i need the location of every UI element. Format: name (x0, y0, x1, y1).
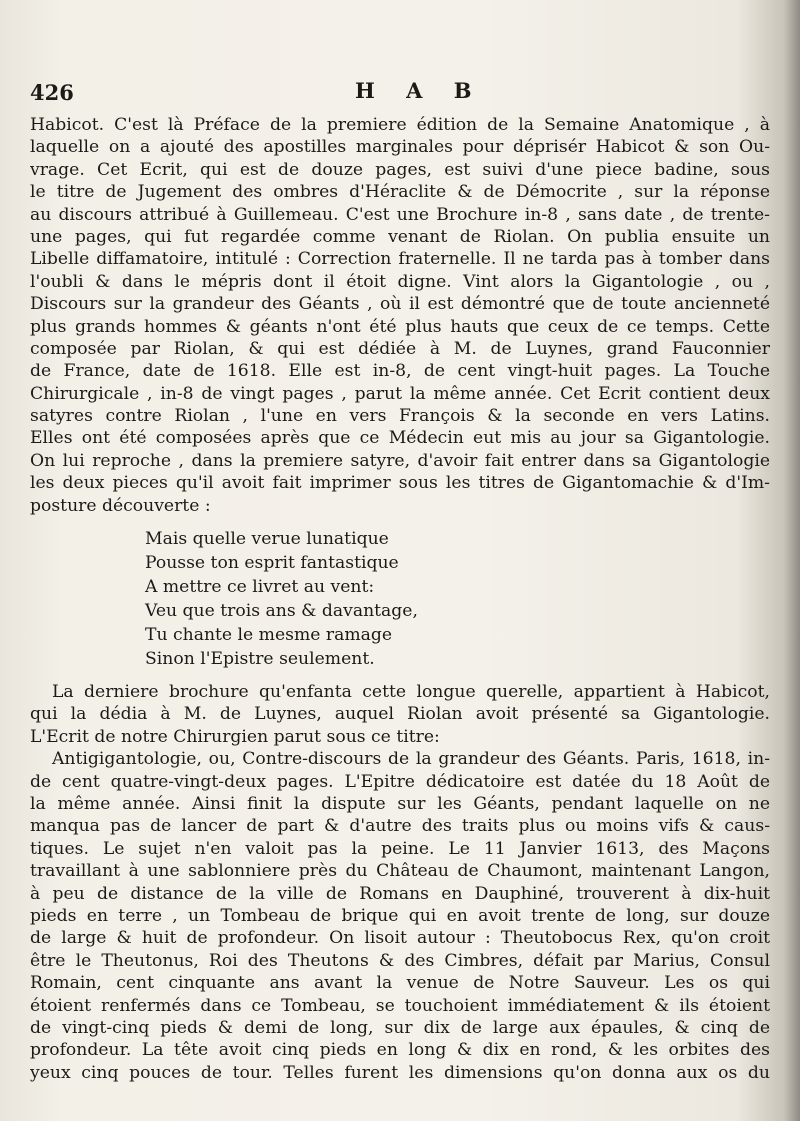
text-line: être le Theutonus, Roi des Theutons & des Cimbres, défait par Marius, Consul (30, 950, 770, 971)
text-line: pieds en terre , un Tombeau de brique qui en avoit trente de long, sur douze (30, 905, 770, 926)
text-line: composée par Riolan, & qui est dédiée à M. de Luynes, grand Fauconnier (30, 338, 770, 359)
text-line: Elles ont été composées après que ce Médecin eut mis au jour sa Gigantologie. (30, 428, 770, 449)
paragraph-2 (30, 681, 770, 1084)
text-line: manqua pas de lancer de part & d'autre des traits plus ou moins vifs & caus- (30, 816, 770, 837)
text-line: yeux cinq pouces de tour. Telles furent les dimensions qu'on donna aux os du (30, 1062, 770, 1083)
page-body (30, 114, 770, 1084)
verse-block (145, 527, 770, 671)
running-head: H A B (355, 78, 484, 103)
text-line: On lui reproche , dans la premiere satyre, d'avoir fait entrer dans sa Gigantologie (30, 450, 770, 471)
text-line: Chirurgicale , in-8 de vingt pages , parut la même année. Cet Ecrit contient deux (30, 383, 770, 404)
text-line: Libelle diffamatoire, intitulé : Correction fraternelle. Il ne tarda pas à tomber dans (30, 249, 770, 270)
verse-line: Tu chante le mesme ramage (145, 625, 393, 646)
text-line: plus grands hommes & géants n'ont été plus hauts que ceux de ce temps. Cette (30, 316, 770, 337)
text-line: le titre de Jugement des ombres d'Héraclite & de Démocrite , sur la réponse (30, 182, 770, 203)
text-line: de France, date de 1618. Elle est in-8, de cent vingt-huit pages. La Touche (30, 361, 770, 382)
text-line: la même année. Ainsi finit la dispute sur les Géants, pendant laquelle on ne (30, 793, 770, 814)
text-line: à peu de distance de la ville de Romans en Dauphiné, trouverent à dix-huit (30, 883, 770, 904)
text-line: Romain, cent cinquante ans avant la venue de Notre Sauveur. Les os qui (30, 973, 770, 994)
text-line: étoient renfermés dans ce Tombeau, se touchoient immédiatement & ils étoient (30, 995, 770, 1016)
text-line: Discours sur la grandeur des Géants , où il est démontré que de toute ancienneté (30, 294, 770, 315)
text-line: de cent quatre-vingt-deux pages. L'Epitre dédicatoire est datée du 18 Août de (30, 771, 770, 792)
text-line: Antigigantologie, ou, Contre-discours de la grandeur des Géants. Paris, 1618, in- (52, 749, 770, 770)
text-line: L'Ecrit de notre Chirurgien parut sous ce titre: (30, 726, 440, 747)
text-line: de vingt-cinq pieds & demi de long, sur dix de large aux épaules, & cinq de (30, 1017, 770, 1038)
text-line: de large & huit de profondeur. On lisoit autour : Theutobocus Rex, qu'on croit (30, 928, 770, 949)
text-line: tiques. Le sujet n'en valoit pas la peine. Le 11 Janvier 1613, des Maçons (30, 838, 770, 859)
text-line: les deux pieces qu'il avoit fait imprimer sous les titres de Gigantomachie & d'Im- (30, 473, 770, 494)
text-line: laquelle on a ajouté des apostilles marginales pour déprisér Habicot & son Ou- (30, 137, 770, 158)
page-number: 426 (30, 80, 74, 105)
text-line: au discours attribué à Guillemeau. C'est une Brochure in-8 , sans date , de trente- (30, 204, 770, 225)
text-line: qui la dédia à M. de Luynes, auquel Riolan avoit présenté sa Gigantologie. (30, 704, 770, 725)
verse-line: Mais quelle verue lunatique (145, 529, 389, 550)
text-line: satyres contre Riolan , l'une en vers François & la seconde en vers Latins. (30, 406, 770, 427)
verse-line: Veu que trois ans & davantage, (145, 601, 418, 622)
text-line: vrage. Cet Ecrit, qui est de douze pages, est suivi d'une piece badine, sous (30, 159, 770, 180)
paragraph-1 (30, 114, 770, 517)
text-line: l'oubli & dans le mépris dont il étoit digne. Vint alors la Gigantologie , ou , (30, 271, 770, 292)
text-line: une pages, qui fut regardée comme venant de Riolan. On publia ensuite un (30, 226, 770, 247)
text-line: La derniere brochure qu'enfanta cette longue querelle, appartient à Habicot, (52, 682, 770, 703)
text-line: travaillant à une sablonniere près du Château de Chaumont, maintenant Langon, (30, 861, 770, 882)
verse-line: Pousse ton esprit fantastique (145, 553, 399, 574)
text-line: posture découverte : (30, 495, 211, 516)
text-line: Habicot. C'est là Préface de la premiere édition de la Semaine Anatomique , à (30, 115, 770, 135)
text-line: profondeur. La tête avoit cinq pieds en long & dix en rond, & les orbites des (30, 1040, 770, 1061)
verse-line: A mettre ce livret au vent: (145, 577, 375, 598)
verse-line: Sinon l'Epistre seulement. (145, 649, 375, 670)
